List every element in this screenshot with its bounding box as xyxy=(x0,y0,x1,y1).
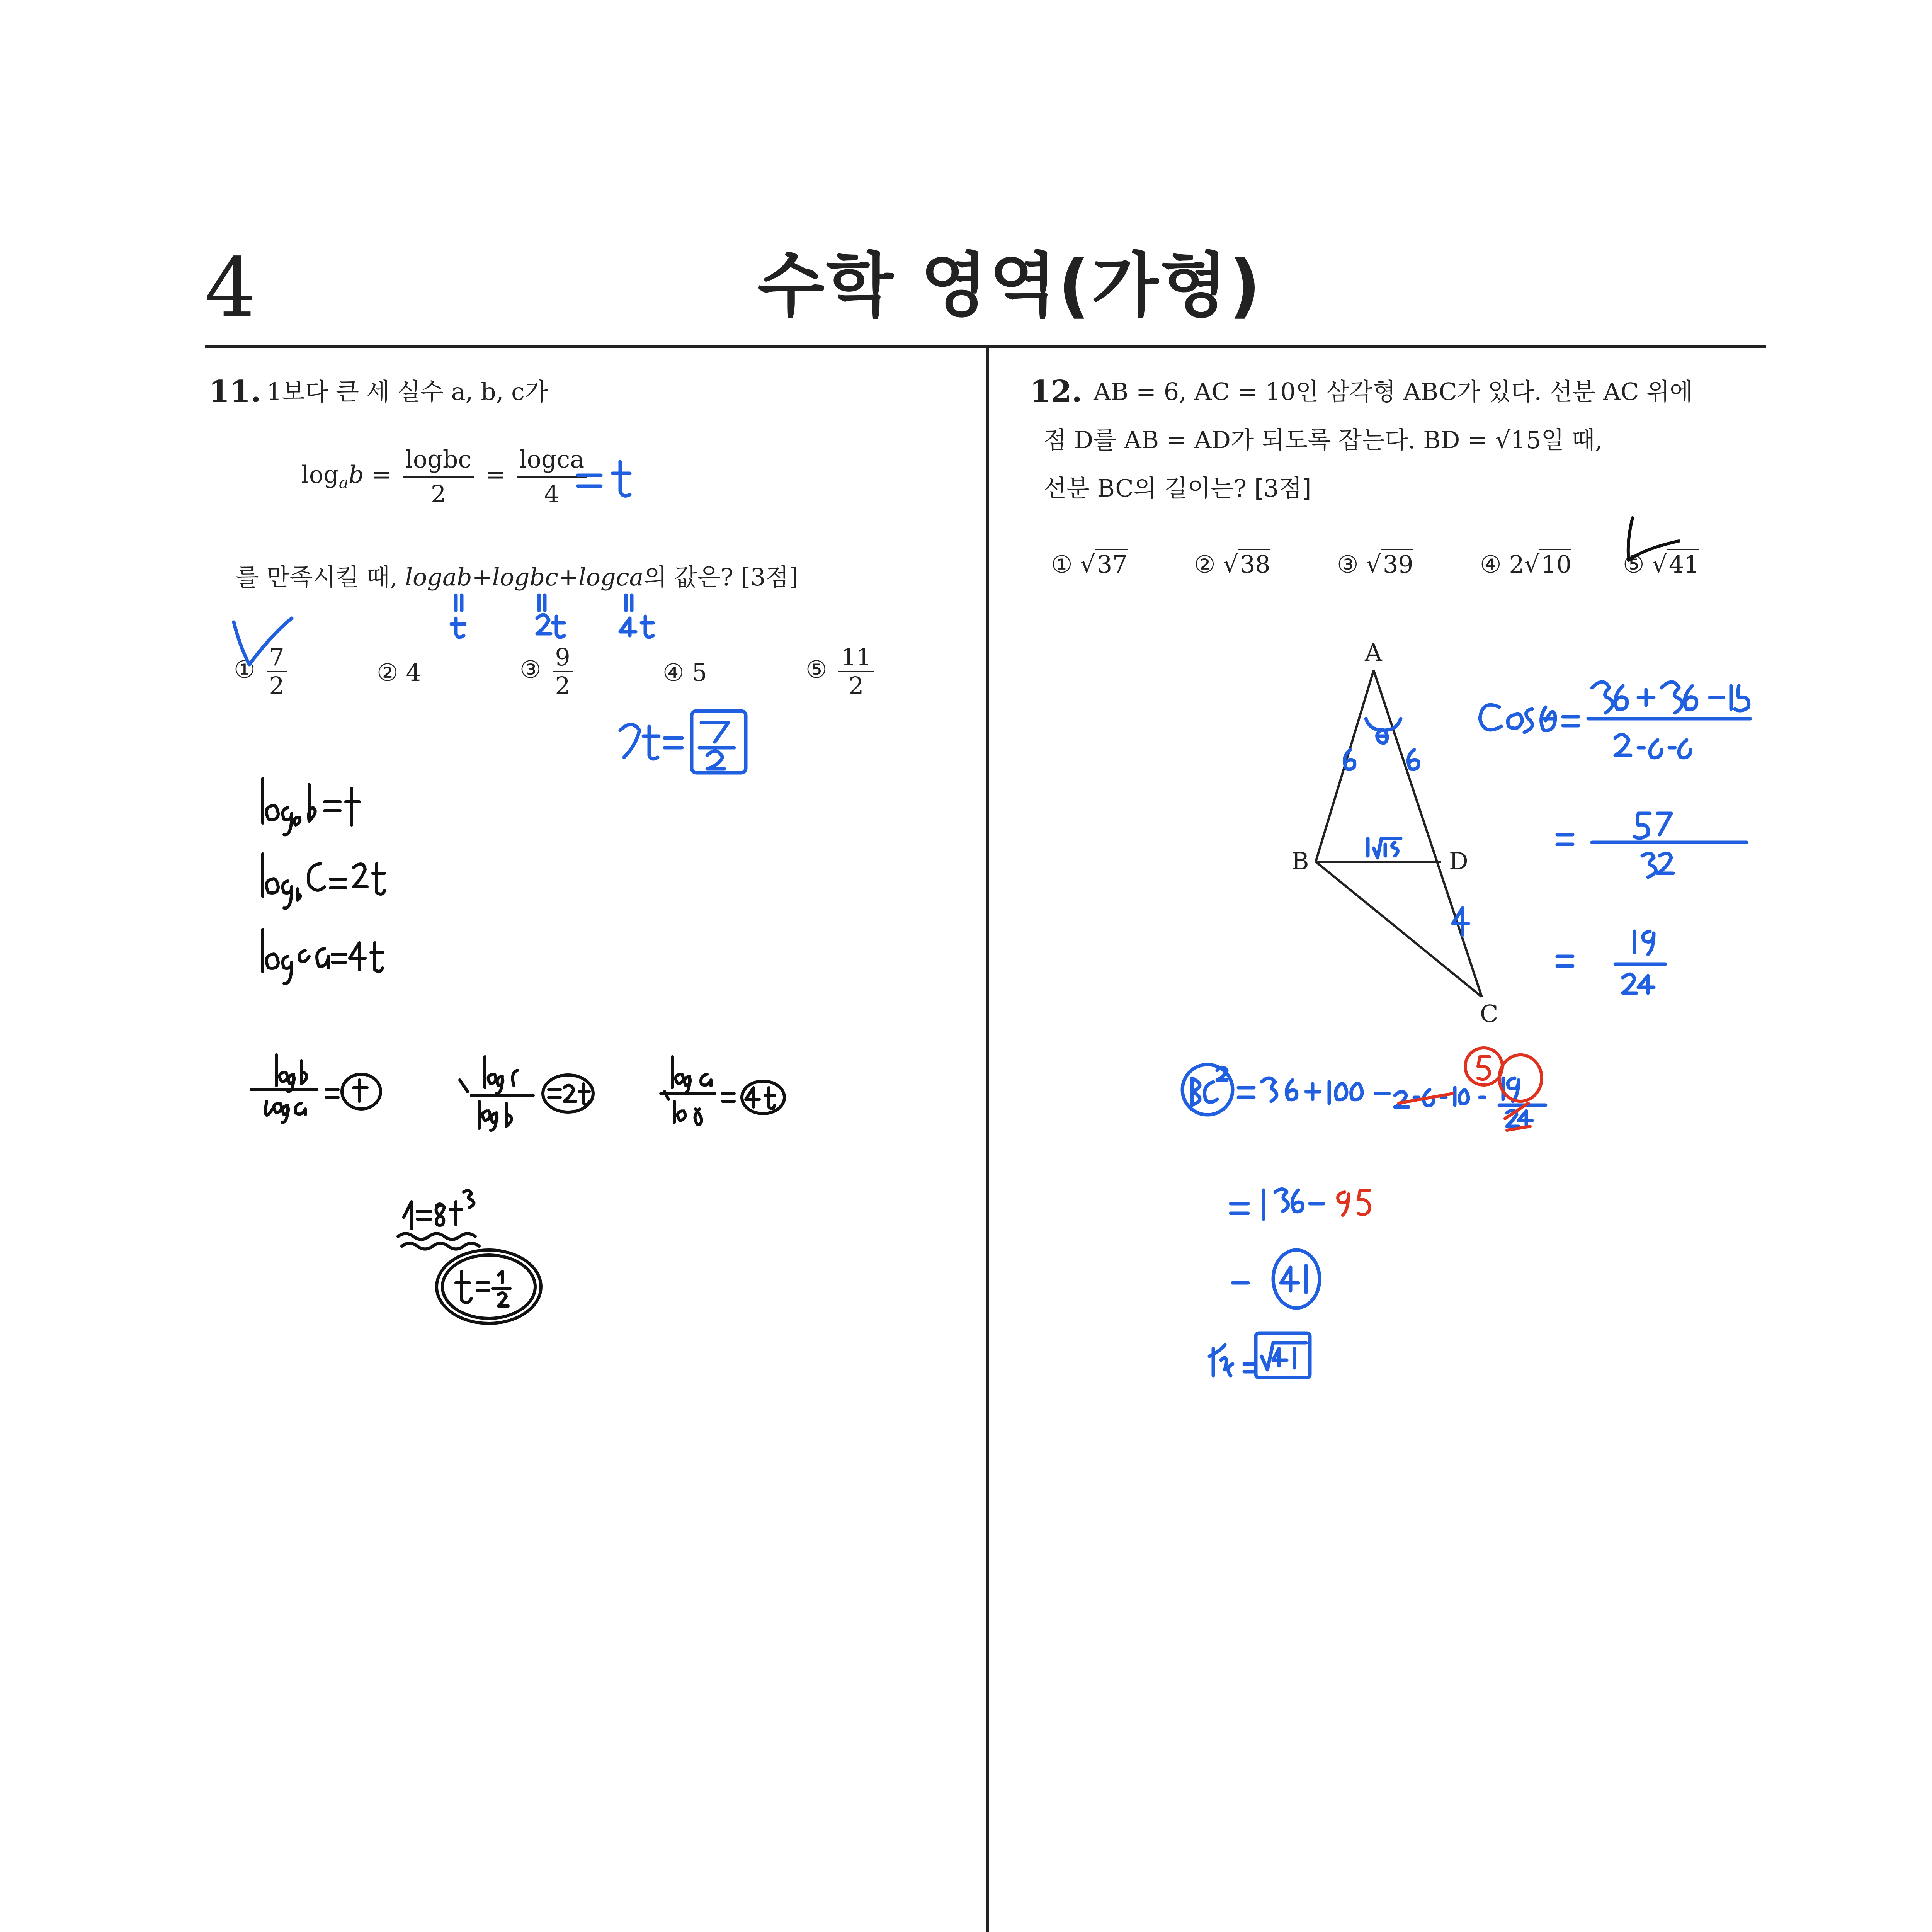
hw-equals-5 xyxy=(1231,1204,1248,1213)
blue-ink-marks xyxy=(234,462,1750,1378)
hw-check-mark-q12 xyxy=(1628,518,1679,560)
hw-under-t xyxy=(451,595,465,637)
hw-red-circle-19 xyxy=(1499,1055,1542,1101)
hw-136-minus xyxy=(1264,1189,1323,1219)
question-number: 12. xyxy=(1030,374,1082,409)
hw-theta xyxy=(1377,730,1387,743)
hw-circle-41 xyxy=(1273,1250,1320,1308)
choice-2-mark: ② xyxy=(377,658,398,687)
hw-final-box xyxy=(1256,1333,1310,1378)
vertex-label-a: A xyxy=(1365,638,1382,667)
choice-4-mark: ④ xyxy=(663,658,684,687)
choice-5-mark: ⑤ xyxy=(1623,550,1645,578)
choice-2-value: 4 xyxy=(406,658,421,687)
question-number: 11. xyxy=(209,374,261,409)
hw-log-c-a xyxy=(263,929,383,983)
question-line-2: 점 D를 AB = AD가 되도록 잡는다. BD = √15일 때, xyxy=(1043,426,1603,454)
red-ink-marks xyxy=(1338,1048,1542,1215)
choice-5-den: 2 xyxy=(849,672,864,700)
hw-bc-squared xyxy=(1192,1068,1227,1105)
hw-t-circled xyxy=(354,1080,367,1101)
choice-5[interactable]: ⑤ √41 xyxy=(1623,553,1699,577)
page-number: 4 xyxy=(205,240,257,335)
choice-2-value: 38 xyxy=(1238,549,1270,578)
hw-cos-c xyxy=(1480,705,1501,730)
hw-72 xyxy=(1642,854,1673,877)
vertex-label-b: B xyxy=(1291,847,1309,875)
hw-root-15 xyxy=(1368,838,1401,858)
choice-1-den: 2 xyxy=(269,672,284,700)
condition-equation: $\log_ab$ = $\frac{\text{logbc}}{2}$ = $\frac{\text{logca}}{4}$ xyxy=(301,444,590,509)
fraction-1-num: logbc xyxy=(403,444,474,478)
vertex-label-d: D xyxy=(1449,847,1468,875)
fraction-2-num: logca xyxy=(517,444,587,478)
hw-bc-equals xyxy=(1209,1345,1254,1376)
hw-under-2t xyxy=(537,595,564,637)
hw-denominator-1 xyxy=(1615,735,1690,758)
hw-57 xyxy=(1592,813,1747,842)
hw-cos-theta xyxy=(1508,707,1578,732)
fraction-2-den: 4 xyxy=(544,480,560,508)
hw-circle-t xyxy=(342,1074,381,1109)
hw-final-ellipse-inner xyxy=(442,1255,535,1318)
hw-equals-3 xyxy=(1557,956,1573,966)
hw-red-95 xyxy=(1338,1190,1370,1215)
eq-log-base: a xyxy=(338,473,349,492)
condition-suffix: 의 값은? [3점] xyxy=(643,563,798,591)
choice-3-value: 39 xyxy=(1381,549,1413,578)
choice-1[interactable]: ① √37 xyxy=(1051,553,1128,577)
choice-2[interactable]: ② √38 xyxy=(1194,553,1270,577)
hw-frac-logb-loga xyxy=(251,1055,338,1122)
choice-3[interactable]: ③ √39 xyxy=(1337,553,1413,577)
condition-prefix: 를 만족시킬 때, xyxy=(236,563,398,591)
condition-expression: logab+logbc+logca xyxy=(405,563,644,591)
choice-1-mark: ① xyxy=(234,655,255,684)
hw-wavy-underline xyxy=(398,1234,479,1249)
hw-final-ellipse-outer xyxy=(437,1250,541,1323)
hw-1-equals-8t3 xyxy=(404,1190,474,1229)
eq-log: log xyxy=(301,460,339,489)
choice-5-num: 11 xyxy=(838,645,874,672)
hw-log-b-c xyxy=(263,854,384,908)
hw-4t-circled xyxy=(723,1088,775,1109)
hw-check-mark xyxy=(234,618,292,665)
hw-equals-4 xyxy=(1238,1088,1254,1097)
hw-circle-2t xyxy=(543,1075,593,1112)
hw-red-5 xyxy=(1478,1057,1490,1079)
hw-side-6-right xyxy=(1408,750,1418,769)
question-stem: 1보다 큰 세 실수 a, b, c가 xyxy=(267,378,548,406)
hw-41 xyxy=(1281,1265,1306,1293)
hw-24 xyxy=(1623,974,1654,993)
page-title: 수학 영역(가형) xyxy=(757,245,1262,326)
hw-equals xyxy=(578,475,601,486)
choice-5-value: 41 xyxy=(1667,549,1699,578)
hw-side-6-left xyxy=(1344,750,1354,769)
hw-frac-logc-logb xyxy=(460,1057,533,1130)
choice-3-num: 9 xyxy=(553,645,572,672)
choice-3-den: 2 xyxy=(555,672,570,700)
choice-4[interactable]: ④ 2√10 xyxy=(1480,553,1571,577)
hw-under-4t xyxy=(620,595,653,637)
black-ink-marks xyxy=(251,518,1679,1323)
hw-sqrt-41 xyxy=(1262,1343,1306,1370)
choice-4-value: 10 xyxy=(1539,549,1571,578)
choice-4-value: 5 xyxy=(692,658,707,687)
choice-3-mark: ③ xyxy=(1337,550,1359,578)
choice-1-num: 7 xyxy=(267,645,286,672)
hw-19 xyxy=(1615,931,1665,964)
hw-t-equals-half xyxy=(456,1271,510,1306)
choice-5-mark: ⑤ xyxy=(806,655,827,684)
choice-1-mark: ① xyxy=(1051,550,1073,578)
hw-t xyxy=(612,462,630,496)
question-line-3: 선분 BC의 길이는? [3점] xyxy=(1043,474,1311,502)
choice-3-mark: ③ xyxy=(520,655,541,684)
hw-2t-circled xyxy=(549,1084,589,1105)
hw-7t-equals xyxy=(620,724,682,759)
question-line-1: AB = 6, AC = 10인 삼각형 ABC가 있다. 선분 AC 위에 xyxy=(1094,378,1693,406)
vertex-label-c: C xyxy=(1480,1000,1498,1028)
hw-equals-2 xyxy=(1557,835,1573,844)
hw-side-4 xyxy=(1453,908,1468,935)
choice-4-mark: ④ xyxy=(1480,550,1502,578)
hw-log-a-b xyxy=(263,779,359,835)
eq-log-arg: b xyxy=(348,460,364,489)
hw-frac-loga-logc xyxy=(661,1057,715,1124)
choice-4-coef: 2 xyxy=(1509,550,1524,578)
hw-36-plus-100 xyxy=(1262,1078,1389,1103)
choice-1-value: 37 xyxy=(1095,549,1128,578)
hw-7-over-2 xyxy=(699,723,734,769)
fraction-1-den: 2 xyxy=(430,480,446,508)
hw-numerator-1 xyxy=(1592,682,1749,713)
choice-2-mark: ② xyxy=(1194,550,1216,578)
